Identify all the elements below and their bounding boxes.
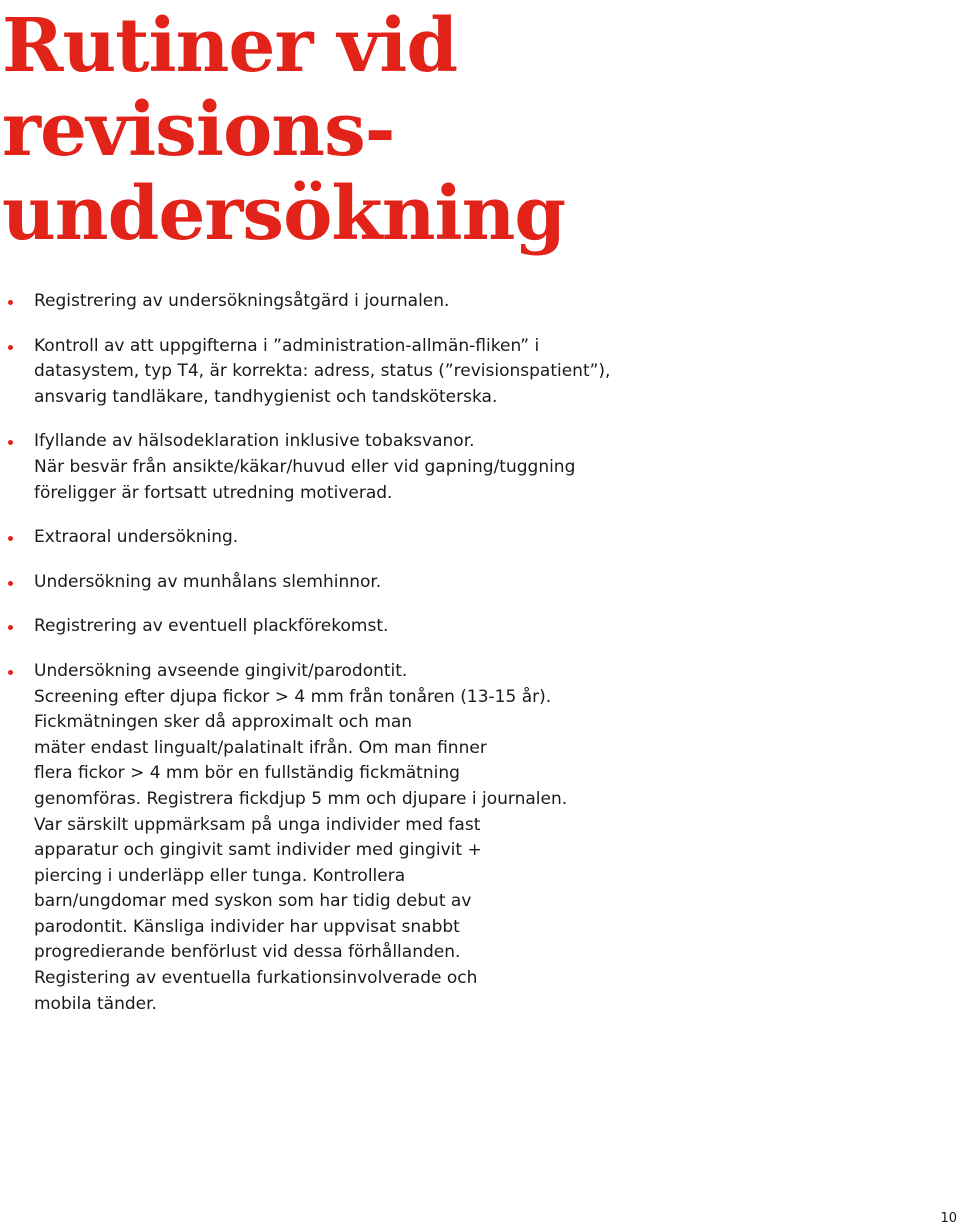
- list-item-line: Var särskilt uppmärksam på unga individer med fast: [34, 814, 481, 835]
- list-item-line: Registrering av undersökningsåtgärd i journalen.: [34, 291, 450, 311]
- list-item-line: datasystem, typ T4, är korrekta: adress, status (”revisionspatient”),: [34, 361, 611, 382]
- routine-list: [0, 289, 640, 1036]
- list-item-line: Fickmätningen sker då approximalt och man: [34, 712, 413, 733]
- list-item-line: ansvarig tandläkare, tandhygienist och tandsköterska.: [34, 386, 498, 407]
- page-title: [2, 4, 565, 256]
- list-item-line: mobila tänder.: [34, 993, 157, 1014]
- list-item-line: barn/ungdomar med syskon som har tidig debut av: [34, 891, 472, 912]
- list-item-line: Registering av eventuella furkationsinvolverade och: [34, 968, 478, 989]
- list-item-line: progredierande benförlust vid dessa förhållanden.: [34, 942, 461, 963]
- list-item-line: föreligger är fortsatt utredning motiverad.: [34, 482, 393, 503]
- list-item-line: Screening efter djupa fickor > 4 mm från tonåren (13-15 år).: [34, 686, 552, 707]
- list-item: [0, 525, 640, 551]
- list-item-line: parodontit. Känsliga individer har uppvisat snabbt: [34, 916, 460, 937]
- list-item-line: Kontroll av att uppgifterna i ”administration-allmän-fliken” i: [34, 335, 540, 356]
- list-item-line: Ifyllande av hälsodeklaration inklusive tobaksvanor.: [34, 431, 475, 452]
- list-item-line: Registrering av eventuell plackförekomst.: [34, 616, 389, 637]
- list-item-line: apparatur och gingivit samt individer med gingivit +: [34, 840, 482, 861]
- list-item-line: piercing i underläpp eller tunga. Kontrollera: [34, 865, 406, 886]
- list-item: [0, 659, 640, 1017]
- list-item: [0, 570, 640, 596]
- list-item-line: genomföras. Registrera fickdjup 5 mm och djupare i journalen.: [34, 788, 568, 809]
- title-line: undersökning: [2, 171, 566, 257]
- list-item: [0, 289, 640, 315]
- list-item: [0, 429, 640, 506]
- list-item-line: mäter endast lingualt/palatinalt ifrån. Om man finner: [34, 737, 487, 758]
- list-item-line: Undersökning av munhålans slemhinnor.: [34, 571, 382, 592]
- title-line: revisions-: [2, 87, 395, 173]
- list-item-line: Extraoral undersökning.: [34, 527, 239, 548]
- list-item-line: flera fickor > 4 mm bör en fullständig fickmätning: [34, 763, 460, 784]
- page-number: 10: [940, 1211, 957, 1226]
- list-item-line: Undersökning avseende gingivit/parodontit.: [34, 660, 408, 681]
- list-item: [0, 614, 640, 640]
- list-item-line: När besvär från ansikte/käkar/huvud eller vid gapning/tuggning: [34, 456, 576, 477]
- title-line: Rutiner vid: [2, 3, 458, 89]
- list-item: [0, 334, 640, 411]
